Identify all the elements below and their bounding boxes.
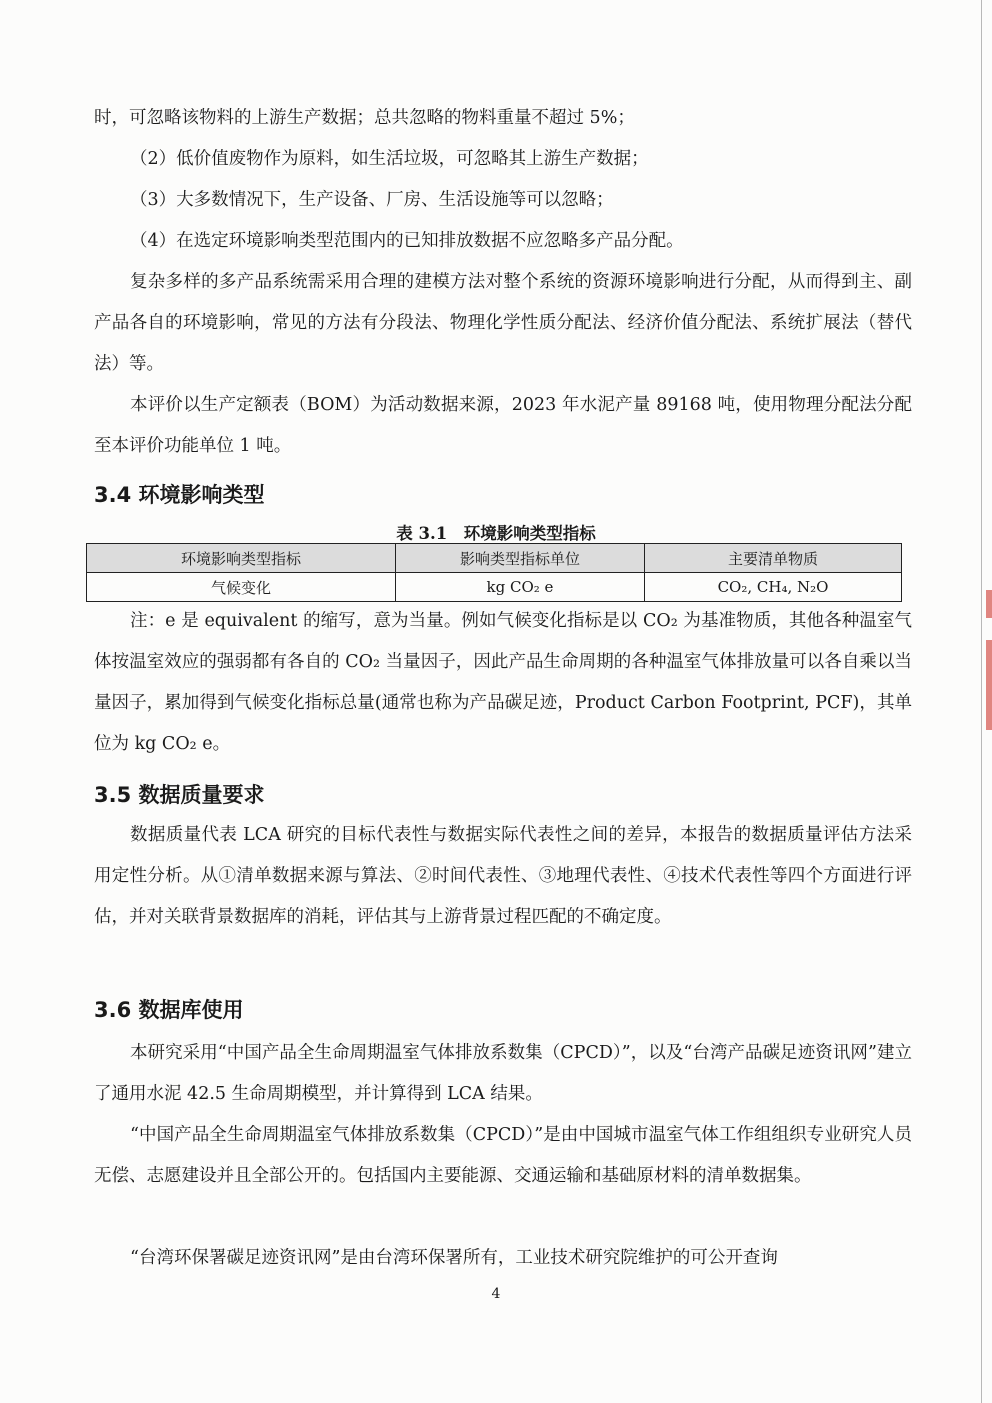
seal-edge-mark xyxy=(986,590,992,618)
table-cell: CO₂, CH₄, N₂O xyxy=(645,573,902,602)
database-paragraph-3: “台湾环保署碳足迹资讯网”是由台湾环保署所有，工业技术研究院维护的可公开查询 xyxy=(130,1248,778,1268)
list-item-2: （2）低价值废物作为原料，如生活垃圾，可忽略其上游生产数据； xyxy=(130,149,649,169)
impact-category-table xyxy=(86,543,902,602)
evaluation-paragraph: 本评价以生产定额表（BOM）为活动数据来源，2023 年水泥产量 89168 吨，使用物理分配法分配至本评价功能单位 1 吨。 xyxy=(94,395,912,456)
list-item-3: （3）大多数情况下，生产设备、厂房、生活设施等可以忽略； xyxy=(130,190,614,210)
page-number: 4 xyxy=(491,1286,501,1302)
seal-edge-mark xyxy=(986,640,992,730)
table-cell: kg CO₂ e xyxy=(396,573,645,602)
table-cell: 气候变化 xyxy=(87,573,396,602)
table-header-row xyxy=(87,544,902,573)
scan-edge-line xyxy=(981,0,982,1403)
table-header-cell: 影响类型指标单位 xyxy=(396,544,645,573)
paragraph-continuation: 时，可忽略该物料的上游生产数据；总共忽略的物料重量不超过 5%； xyxy=(94,108,635,128)
database-paragraph-1: 本研究采用“中国产品全生命周期温室气体排放系数集（CPCD）”，以及“台湾产品碳足迹资讯网”建立了通用水泥 42.5 生命周期模型，并计算得到 LCA 结果。 xyxy=(94,1043,912,1104)
table-header-cell: 主要清单物质 xyxy=(645,544,902,573)
table-row xyxy=(87,573,902,602)
section-heading-3-5: 3.5 数据质量要求 xyxy=(94,783,265,807)
database-paragraph-2: “中国产品全生命周期温室气体排放系数集（CPCD）”是由中国城市温室气体工作组组织专业研究人员无偿、志愿建设并且全部公开的。包括国内主要能源、交通运输和基础原材料的清单数据集。 xyxy=(94,1125,912,1186)
table-caption: 表 3.1 环境影响类型指标 xyxy=(396,524,596,543)
table-note: 注：e 是 equivalent 的缩写，意为当量。例如气候变化指标是以 CO₂ 为基准物质，其他各种温室气体按温室效应的强弱都有各自的 CO₂ 当量因子，因此产品生命周期的各种温室气体排放量可以各自乘以当量因子，累加得到气候变化指标总量(通常也称为产品碳足迹，Product Carbon Footprint, PCF)，其单位为 kg CO₂ e。 xyxy=(94,611,912,754)
section-heading-3-6: 3.6 数据库使用 xyxy=(94,998,244,1022)
list-item-4: （4）在选定环境影响类型范围内的已知排放数据不应忽略多产品分配。 xyxy=(130,231,684,251)
allocation-paragraph: 复杂多样的多产品系统需采用合理的建模方法对整个系统的资源环境影响进行分配，从而得到主、副产品各自的环境影响，常见的方法有分段法、物理化学性质分配法、经济价值分配法、系统扩展法（替代法）等。 xyxy=(94,272,912,374)
data-quality-paragraph: 数据质量代表 LCA 研究的目标代表性与数据实际代表性之间的差异，本报告的数据质量评估方法采用定性分析。从①清单数据来源与算法、②时间代表性、③地理代表性、④技术代表性等四个方面进行评估，并对关联背景数据库的消耗，评估其与上游背景过程匹配的不确定度。 xyxy=(94,825,912,927)
section-heading-3-4: 3.4 环境影响类型 xyxy=(94,483,265,507)
table-header-cell: 环境影响类型指标 xyxy=(87,544,396,573)
